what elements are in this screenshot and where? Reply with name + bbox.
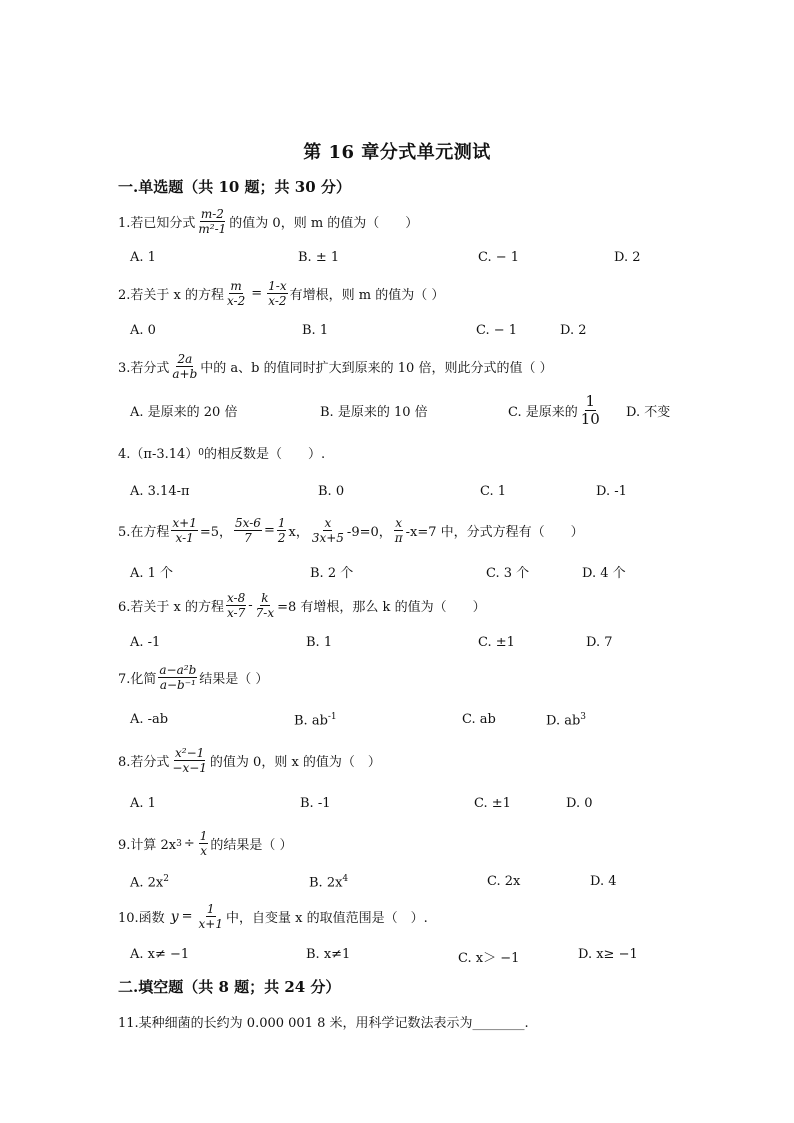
- q8-option-d[interactable]: D. 0: [566, 796, 593, 811]
- q5-option-c[interactable]: C. 3 个: [486, 566, 530, 581]
- q4-option-b[interactable]: B. 0: [318, 484, 345, 499]
- fraction: $\frac{m-2}{\text{m²-1}}$: [198, 207, 227, 236]
- q7-option-b[interactable]: B. $ab^{-1}$: [294, 712, 337, 729]
- fraction: $\frac{2a}{a+b}$: [172, 352, 198, 381]
- q9-option-d[interactable]: D. 4: [590, 874, 617, 889]
- q8-option-a[interactable]: A. 1: [130, 796, 156, 811]
- question-9: 9.计算 2x 3 ÷ $\frac{1}{x}$ 的结果是（ ）: [118, 829, 293, 858]
- q9-option-b[interactable]: B. $2x^4$: [309, 874, 349, 891]
- q6-option-d[interactable]: D. 7: [586, 635, 613, 650]
- q4-option-c[interactable]: C. 1: [480, 484, 507, 499]
- q10-option-c[interactable]: C. x＞ −1: [458, 951, 520, 966]
- question-2: 2.若关于 x 的方程 $\frac{m}{x-2}$ = $\frac{1-x}{x-2}$ 有增根，则 m 的值为（ ）: [118, 279, 445, 308]
- q2-option-c[interactable]: C. − 1: [476, 323, 518, 338]
- q6-option-c[interactable]: C. ±1: [478, 635, 515, 650]
- q4-option-d[interactable]: D. -1: [596, 484, 627, 499]
- fraction: $\frac{m}{x-2}$: [227, 279, 246, 308]
- q7-option-c[interactable]: C. ab: [462, 712, 496, 727]
- q6-option-a[interactable]: A. -1: [130, 635, 161, 650]
- q9-option-c[interactable]: C. 2x: [487, 874, 521, 889]
- q9-option-a[interactable]: A. $2x^2$: [130, 874, 169, 891]
- q5-option-d[interactable]: D. 4 个: [582, 566, 626, 581]
- q1-option-a[interactable]: A. 1: [130, 250, 156, 265]
- q5-option-b[interactable]: B. 2 个: [310, 566, 354, 581]
- section-single-choice: 一.单选题（共 10 题；共 30 分）: [118, 178, 351, 196]
- q3-option-d[interactable]: D. 不变: [626, 405, 671, 420]
- question-8: 8.若分式 $\frac{\text{x²−1}}{-x-1}$ 的值为 0，则 x 的值为（ ）: [118, 746, 381, 775]
- q1-option-c[interactable]: C. − 1: [478, 250, 520, 265]
- q7-option-d[interactable]: D. $ab^3$: [546, 712, 587, 729]
- q2-option-d[interactable]: D. 2: [560, 323, 587, 338]
- question-1: 1.若已知分式 $\frac{m-2}{\text{m²-1}}$ 的值为 0，则 m 的值为（ ）: [118, 207, 419, 236]
- q1-option-d[interactable]: D. 2: [614, 250, 641, 265]
- question-6: 6.若关于 x 的方程 $\frac{x-8}{x-7}$ - $\frac{k}{7-x}$ =8 有增根，那么 k 的值为（ ）: [118, 591, 486, 620]
- q3-option-c[interactable]: C. 是原来的 $\frac{1}{10}$: [508, 392, 600, 428]
- q4-option-a[interactable]: A. 3.14-π: [130, 484, 190, 499]
- q10-option-a[interactable]: A. x≠ −1: [130, 947, 190, 962]
- question-11: 11.某种细菌的长约为 0.000 001 8 米，用科学记数法表示为________.: [118, 1016, 529, 1031]
- q2-option-b[interactable]: B. 1: [302, 323, 329, 338]
- q8-option-b[interactable]: B. -1: [300, 796, 331, 811]
- q2-option-a[interactable]: A. 0: [130, 323, 156, 338]
- q10-option-d[interactable]: D. x≥ −1: [578, 947, 638, 962]
- question-4: 4.（π-3.14） 0 的相反数是（ ）.: [118, 447, 326, 462]
- question-5: 5.在方程 $\frac{x+1}{x-1}$ =5， $\frac{5x-6}{7}$ = $\frac{1}{2}$ x， $\frac{x}{3x+5}$ -9=0， $\frac{x}{\pi}$ -x=7 中，分式方程有（ ）: [118, 516, 584, 545]
- q10-option-b[interactable]: B. x≠1: [306, 947, 351, 962]
- q1-option-b[interactable]: B. ± 1: [298, 250, 340, 265]
- page-title: 第 16 章分式单元测试: [303, 142, 491, 163]
- q3-option-b[interactable]: B. 是原来的 10 倍: [320, 405, 428, 420]
- question-3: 3.若分式 $\frac{2a}{a+b}$ 中的 a、b 的值同时扩大到原来的 10 倍，则此分式的值（ ）: [118, 352, 553, 381]
- fraction: $\frac{1-x}{x-2}$: [268, 279, 287, 308]
- question-10: 10.函数 y = $\frac{1}{x+1}$ 中，自变量 x 的取值范围是（ ）.: [118, 902, 428, 931]
- q8-option-c[interactable]: C. ±1: [474, 796, 511, 811]
- section-fill-in: 二.填空题（共 8 题；共 24 分）: [118, 978, 341, 996]
- q5-option-a[interactable]: A. 1 个: [130, 566, 174, 581]
- q7-option-a[interactable]: A. -ab: [130, 712, 169, 727]
- q3-option-a[interactable]: A. 是原来的 20 倍: [130, 405, 238, 420]
- question-7: 7.化简 $\frac{\text{a−a²b}}{\text{a−b⁻¹}}$ 结果是（ ）: [118, 663, 269, 692]
- q6-option-b[interactable]: B. 1: [306, 635, 333, 650]
